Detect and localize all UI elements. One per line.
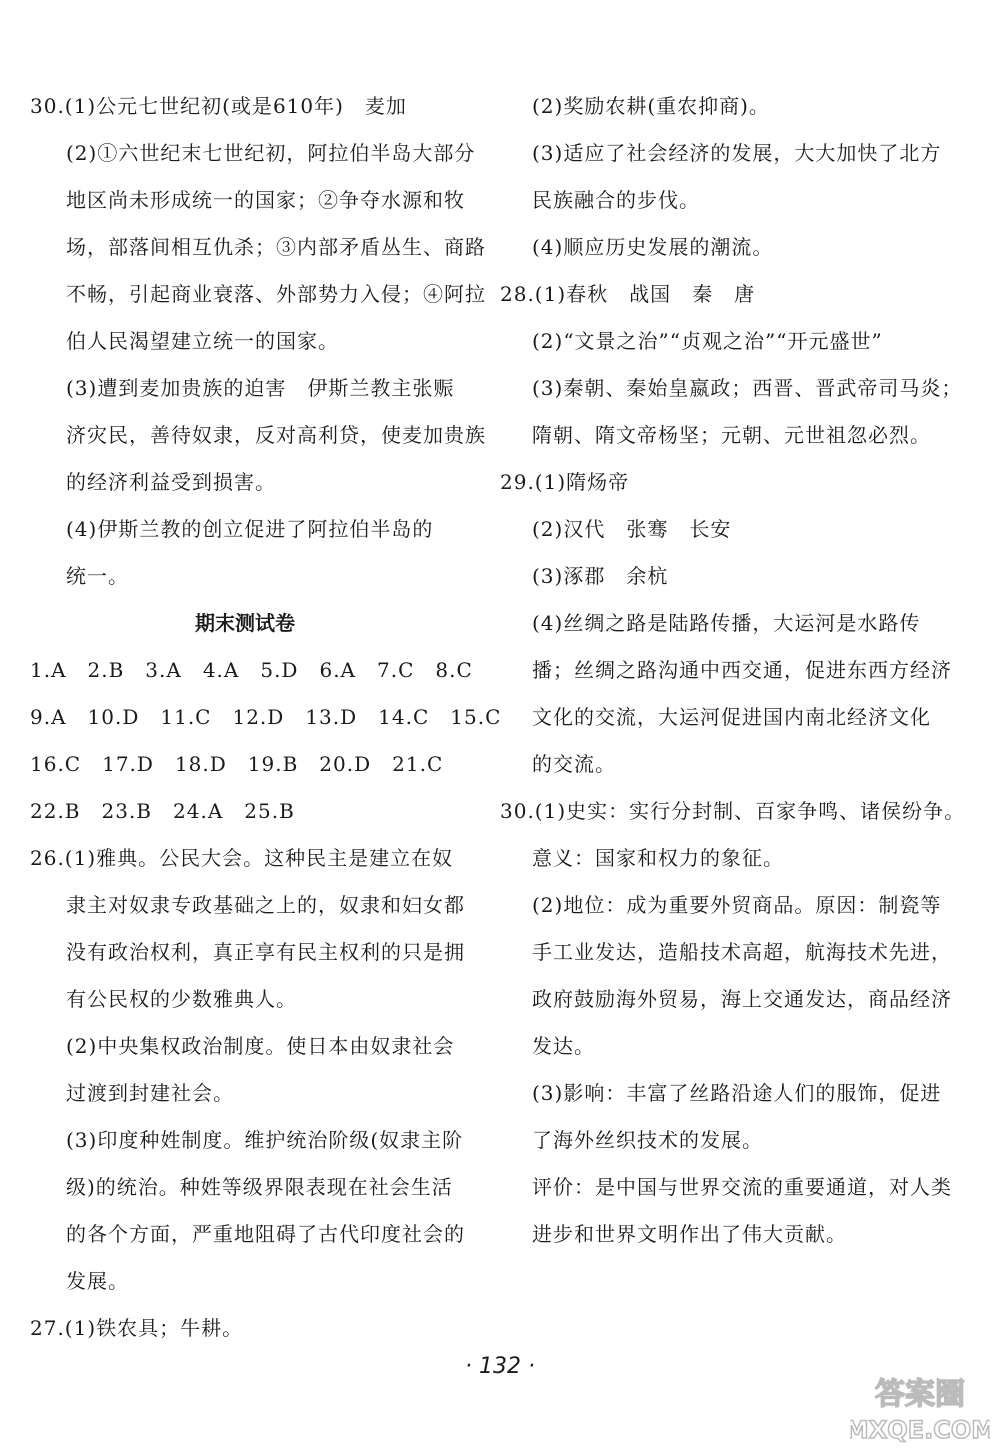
text-line: 29.(1)隋炀帝	[500, 470, 630, 494]
text-line: (3)涿郡 余杭	[532, 564, 669, 588]
text-line: 的经济利益受到损害。	[66, 470, 276, 494]
text-line: 26.(1)雅典。公民大会。这种民主是建立在奴	[30, 846, 454, 870]
text-line: 发展。	[66, 1269, 129, 1293]
text-line: 政府鼓励海外贸易，海上交通发达，商品经济	[532, 987, 952, 1011]
text-line: 级)的统治。种姓等级界限表现在社会生活	[66, 1175, 453, 1199]
text-line: 不畅，引起商业衰落、外部势力入侵；④阿拉	[66, 282, 486, 306]
text-line: 民族融合的步伐。	[532, 188, 700, 212]
text-line: 发达。	[532, 1034, 595, 1058]
text-line: (3)适应了社会经济的发展，大大加快了北方	[532, 141, 942, 165]
text-line: 文化的交流，大运河促进国内南北经济文化	[532, 705, 931, 729]
text-line: 济灾民，善待奴隶，反对高利贷，使麦加贵族	[66, 423, 486, 447]
text-line: 评价：是中国与世界交流的重要通道，对人类	[532, 1175, 952, 1199]
page-number: · 132 ·	[465, 1354, 535, 1379]
text-line: (3)印度种姓制度。维护统治阶级(奴隶主阶	[66, 1128, 464, 1152]
text-line: 22.B 23.B 24.A 25.B	[30, 799, 295, 823]
text-line: 的交流。	[532, 752, 616, 776]
section-title: 期末测试卷	[195, 611, 295, 635]
text-line: (4)顺应历史发展的潮流。	[532, 235, 774, 259]
text-line: (4)伊斯兰教的创立促进了阿拉伯半岛的	[66, 517, 434, 541]
text-line: (2)地位：成为重要外贸商品。原因：制瓷等	[532, 893, 942, 917]
text-line: 9.A 10.D 11.C 12.D 13.D 14.C 15.C	[30, 705, 502, 729]
text-line: (3)影响：丰富了丝路沿途人们的服饰，促进	[532, 1081, 942, 1105]
text-line: 手工业发达，造船技术高超，航海技术先进，	[532, 940, 952, 964]
text-line: 意义：国家和权力的象征。	[532, 846, 784, 870]
text-line: (2)奖励农耕(重农抑商)。	[532, 94, 770, 118]
text-line: 28.(1)春秋 战国 秦 唐	[500, 282, 756, 306]
text-line: (2)汉代 张骞 长安	[532, 517, 732, 541]
right-column	[500, 83, 966, 1258]
text-line: (2)“文景之治”“贞观之治”“开元盛世”	[532, 329, 883, 353]
text-line: 30.(1)史实：实行分封制、百家争鸣、诸侯纷争。	[500, 799, 966, 823]
text-line: 了海外丝织技术的发展。	[532, 1128, 763, 1152]
text-line: 27.(1)铁农具；牛耕。	[30, 1316, 244, 1340]
text-line: 16.C 17.D 18.D 19.B 20.D 21.C	[30, 752, 444, 776]
watermark-top: 答案圈	[875, 1377, 965, 1412]
text-line: 的各个方面，严重地阻碍了古代印度社会的	[66, 1222, 465, 1246]
text-line: 有公民权的少数雅典人。	[66, 987, 297, 1011]
watermark-bottom: MXQE.COM	[850, 1416, 990, 1444]
text-line: 统一。	[66, 564, 129, 588]
text-line: 没有政治权利，真正享有民主权利的只是拥	[66, 940, 465, 964]
text-line: 过渡到封建社会。	[66, 1081, 234, 1105]
left-column	[30, 83, 502, 1352]
text-line: 伯人民渴望建立统一的国家。	[66, 329, 339, 353]
text-line: 隶主对奴隶专政基础之上的，奴隶和妇女都	[66, 893, 465, 917]
text-line: 地区尚未形成统一的国家；②争夺水源和牧	[66, 188, 465, 212]
text-line: (2)①六世纪末七世纪初，阿拉伯半岛大部分	[66, 141, 476, 165]
text-line: (2)中央集权政治制度。使日本由奴隶社会	[66, 1034, 455, 1058]
text-line: 场，部落间相互仇杀；③内部矛盾丛生、商路	[66, 235, 486, 259]
text-line: 1.A 2.B 3.A 4.A 5.D 6.A 7.C 8.C	[30, 658, 473, 682]
text-line: 30.(1)公元七世纪初(或是610年) 麦加	[30, 94, 407, 118]
text-line: (3)遭到麦加贵族的迫害 伊斯兰教主张赈	[66, 376, 455, 400]
text-line: 播；丝绸之路沟通中西交通，促进东西方经济	[532, 658, 952, 682]
text-line: (3)秦朝、秦始皇嬴政；西晋、晋武帝司马炎；	[532, 376, 963, 400]
text-line: (4)丝绸之路是陆路传播，大运河是水路传	[532, 611, 921, 635]
text-line: 隋朝、隋文帝杨坚；元朝、元世祖忽必烈。	[532, 423, 931, 447]
text-line: 进步和世界文明作出了伟大贡献。	[532, 1222, 847, 1246]
watermark-logo	[850, 1366, 990, 1446]
